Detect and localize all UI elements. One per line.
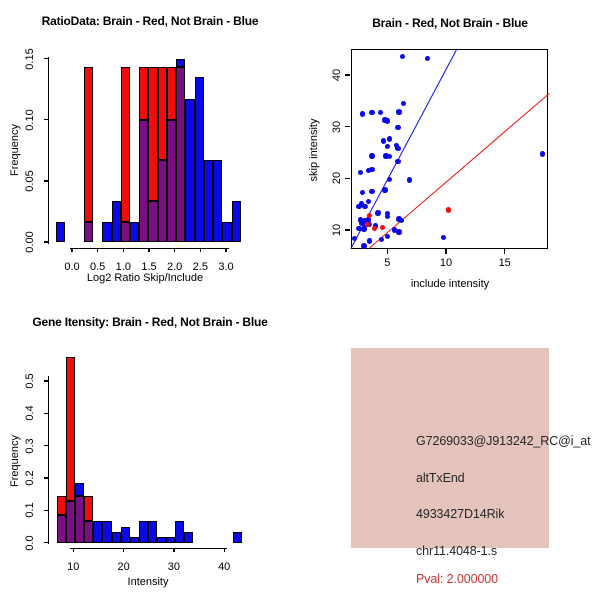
histogram-bar-segment <box>93 521 102 543</box>
info-line-event-type: altTxEnd <box>416 471 465 485</box>
blue-data-point <box>369 167 374 172</box>
blue-data-point <box>395 159 400 164</box>
histogram-bar-segment <box>139 67 148 120</box>
histogram-bar-segment <box>148 201 157 242</box>
y-tick-mark <box>345 178 350 179</box>
plot-box <box>351 49 549 249</box>
x-tick-label: 10 <box>439 257 453 269</box>
y-tick-mark <box>44 180 49 181</box>
blue-data-point <box>367 238 372 243</box>
panel-ratio-histogram <box>0 0 300 300</box>
histogram-bar-segment <box>84 222 93 242</box>
x-tick-label: 30 <box>167 561 181 573</box>
histogram-bar-segment <box>167 67 176 120</box>
blue-data-point <box>385 144 390 149</box>
red-data-point <box>446 207 451 212</box>
blue-data-point <box>356 204 361 209</box>
x-tick-mark <box>71 248 72 253</box>
panel-intensity-scatter <box>300 0 600 300</box>
y-tick-mark <box>44 380 49 381</box>
histogram-bar-segment <box>57 515 66 542</box>
histogram-bar-segment <box>121 527 130 543</box>
y-tick-label: 20 <box>331 172 343 185</box>
y-tick-mark <box>44 413 49 414</box>
x-tick-label: 3.0 <box>218 261 234 273</box>
blue-data-point <box>396 229 401 234</box>
x-tick-label: 1.5 <box>141 261 157 273</box>
histogram-bar-segment <box>84 521 93 543</box>
histogram-bar-segment <box>121 222 130 242</box>
y-tick-label: 0.10 <box>24 109 36 131</box>
y-tick-mark <box>44 241 49 242</box>
histogram-bar-segment <box>121 67 130 221</box>
y-tick-mark <box>44 510 49 511</box>
blue-data-point <box>361 243 366 248</box>
histogram-bar-segment <box>167 120 176 242</box>
histogram-bar-segment <box>175 521 184 543</box>
x-tick-mark <box>123 248 124 253</box>
histogram-bar-segment <box>222 222 231 242</box>
histogram-bar-segment <box>130 537 139 542</box>
histogram-bar-segment <box>195 77 204 242</box>
blue-data-point <box>369 110 374 115</box>
ratio-histogram-ylabel: Frequency <box>9 124 21 176</box>
x-tick-mark <box>445 249 446 254</box>
x-tick-label: 2.5 <box>192 261 208 273</box>
y-tick-label: 0.05 <box>24 170 36 192</box>
y-tick-mark <box>44 119 49 120</box>
histogram-bar-segment <box>148 67 157 201</box>
histogram-bar-segment <box>75 496 84 542</box>
ratio-histogram-xlabel: Log2 Ratio Skip/Include <box>86 272 204 284</box>
x-tick-mark <box>148 248 149 253</box>
scatter-xlabel: include intensity <box>410 278 490 290</box>
y-tick-label: 0.15 <box>24 47 36 70</box>
x-tick-mark <box>200 248 201 253</box>
x-tick-label: 10 <box>67 561 80 573</box>
gene-info-box <box>351 348 591 586</box>
blue-data-point <box>382 187 387 192</box>
blue-data-point <box>385 118 390 123</box>
y-axis-line <box>48 376 49 544</box>
y-tick-label: 0.5 <box>24 373 36 389</box>
histogram-bar-segment <box>158 67 167 160</box>
histogram-bar-segment <box>56 222 65 242</box>
x-tick-mark <box>97 248 98 253</box>
histogram-bar-segment <box>139 120 148 242</box>
x-tick-label: 2.0 <box>167 261 183 273</box>
info-line-probe-id: G7269033@J913242_RC@i_at <box>416 434 591 448</box>
y-tick-mark <box>44 477 49 478</box>
blue-data-point <box>375 210 380 215</box>
histogram-bar-segment <box>102 222 111 242</box>
x-tick-mark <box>73 548 74 553</box>
histogram-bar-segment <box>130 222 139 242</box>
histogram-bar-segment <box>184 532 193 543</box>
blue-data-point <box>379 237 384 242</box>
x-tick-label: 20 <box>117 561 130 573</box>
histogram-bar-segment <box>233 532 242 543</box>
x-tick-mark <box>224 548 225 553</box>
histogram-bar-segment <box>213 160 222 242</box>
x-axis-line <box>70 548 227 549</box>
histogram-bar-segment <box>148 521 157 543</box>
y-tick-label: 10 <box>331 223 343 237</box>
x-tick-label: 0.0 <box>64 261 80 273</box>
histogram-bar-segment <box>84 67 93 221</box>
blue-data-point <box>387 136 392 141</box>
y-tick-mark <box>44 58 49 59</box>
histogram-bar-segment <box>176 59 185 68</box>
info-line-region-id: chr11.4048-1.s <box>416 544 498 558</box>
blue-data-point <box>540 151 545 156</box>
histogram-bar-segment <box>112 532 121 543</box>
histogram-bar-segment <box>112 201 121 242</box>
blue-data-point <box>395 125 400 130</box>
histogram-bar-segment <box>158 160 167 242</box>
y-tick-mark <box>44 542 49 543</box>
y-tick-label: 0.00 <box>24 231 36 253</box>
y-tick-mark <box>44 445 49 446</box>
histogram-bar-segment <box>66 357 75 501</box>
histogram-bar-segment <box>102 521 111 543</box>
x-tick-mark <box>173 548 174 553</box>
blue-data-point <box>407 177 412 182</box>
y-tick-label: 0.4 <box>24 405 36 421</box>
y-tick-label: 40 <box>331 68 343 82</box>
info-line-gene-symbol: 4933427D14Rik <box>416 507 505 521</box>
histogram-bar-segment <box>232 201 241 242</box>
histogram-bar-segment <box>84 496 93 521</box>
blue-data-point <box>396 109 401 114</box>
x-tick-label: 15 <box>498 257 511 269</box>
x-tick-label: 5 <box>384 257 391 269</box>
histogram-bar-segment <box>176 67 185 242</box>
histogram-bar-segment <box>75 483 84 496</box>
histogram-bar-segment <box>66 501 75 543</box>
x-tick-label: 0.5 <box>90 261 106 273</box>
scatter-ylabel: skip intensity <box>308 118 320 182</box>
x-tick-mark <box>504 249 505 254</box>
y-tick-label: 30 <box>331 120 343 133</box>
gene-histogram-ylabel: Frequency <box>9 435 21 487</box>
gene-histogram-title: Gene Itensity: Brain - Red, Not Brain - Blue <box>32 315 268 329</box>
gene-histogram-xlabel: Intensity <box>127 576 169 588</box>
blue-data-point <box>352 236 357 241</box>
ratio-histogram-title: RatioData: Brain - Red, Not Brain - Blue <box>41 14 259 28</box>
red-data-point <box>365 222 370 227</box>
histogram-bar-segment <box>157 537 166 542</box>
blue-data-point <box>395 146 400 151</box>
x-tick-mark <box>123 548 124 553</box>
y-tick-mark <box>345 229 350 230</box>
histogram-bar-segment <box>185 99 194 242</box>
scatter-title: Brain - Red, Not Brain - Blue <box>372 16 528 30</box>
histogram-bar-segment <box>204 160 213 242</box>
y-tick-mark <box>345 74 350 75</box>
y-tick-label: 0.1 <box>24 502 36 519</box>
y-axis-line <box>48 57 49 244</box>
y-tick-label: 0.0 <box>24 535 36 551</box>
y-tick-mark <box>345 126 350 127</box>
x-tick-label: 40 <box>218 561 231 573</box>
y-tick-label: 0.2 <box>24 470 36 486</box>
x-tick-mark <box>225 248 226 253</box>
pval-text: Pval: 2.000000 <box>416 572 498 586</box>
panel-gene-info <box>300 300 600 600</box>
blue-data-point <box>369 153 374 158</box>
x-tick-label: 1.0 <box>115 261 131 273</box>
blue-data-point <box>425 56 430 61</box>
x-tick-mark <box>174 248 175 253</box>
y-tick-label: 0.3 <box>24 438 36 454</box>
histogram-bar-segment <box>57 496 66 515</box>
histogram-bar-segment <box>139 521 148 543</box>
histogram-bar-segment <box>166 537 175 542</box>
blue-data-point <box>361 227 366 232</box>
panel-gene-intensity-histogram <box>0 300 300 600</box>
x-tick-mark <box>387 249 388 254</box>
